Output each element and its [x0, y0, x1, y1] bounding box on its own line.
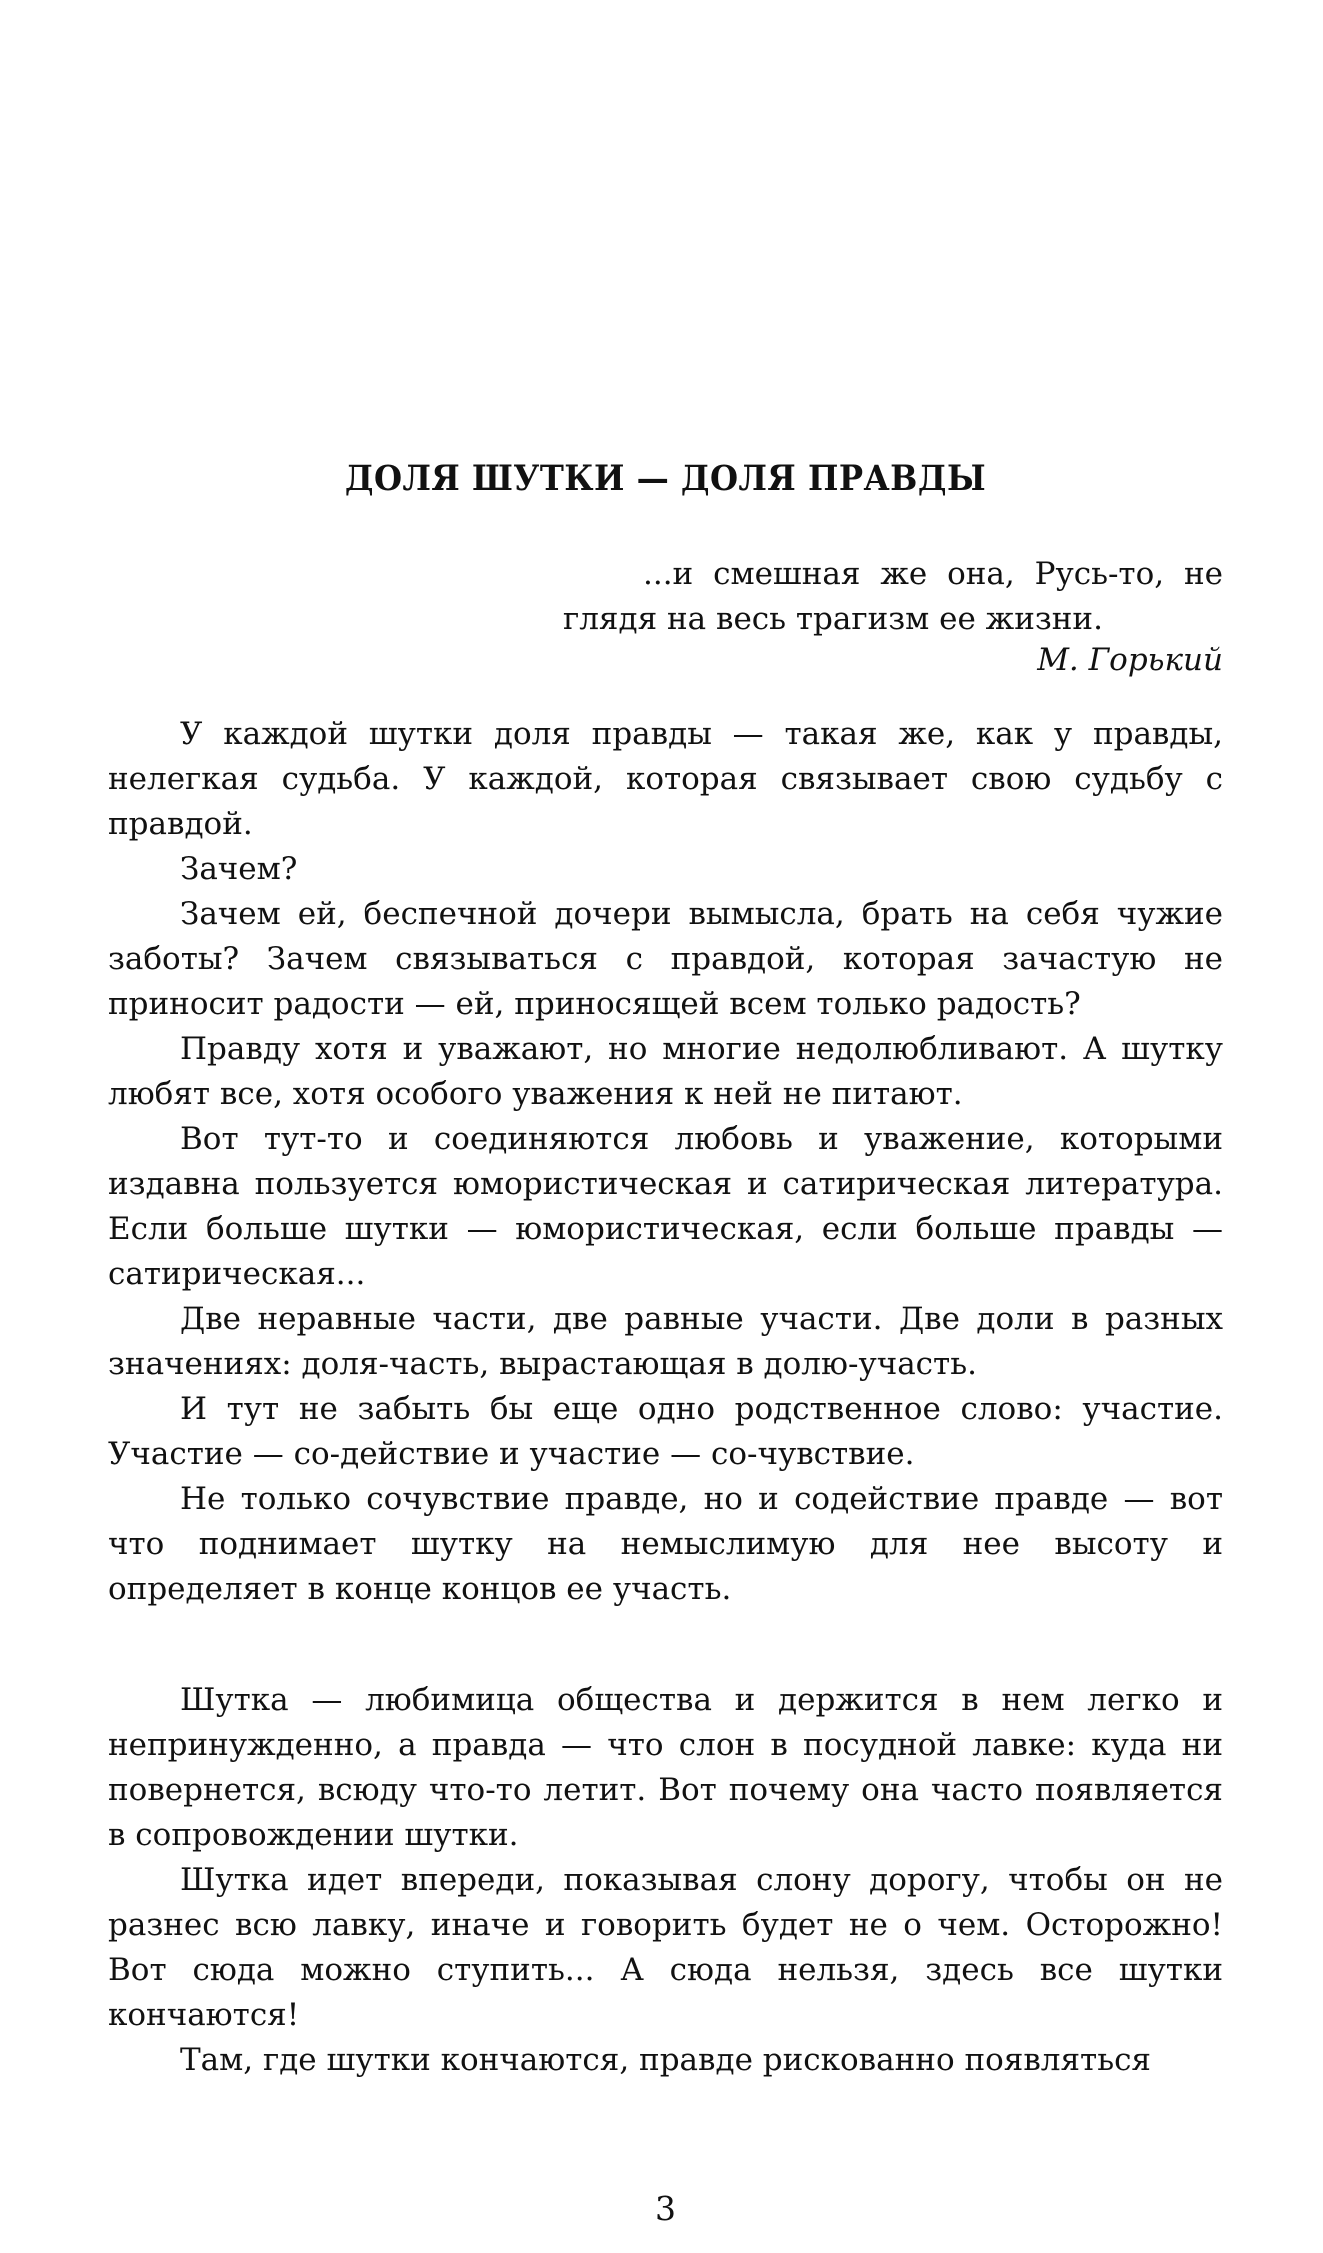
- paragraph: Там, где шутки кончаются, правде рискованно появляться: [180, 2042, 1151, 2078]
- paragraph: Шутка идет впереди, показывая слону дорогу, чтобы он не разнес всю лавку, иначе и говорить будет не о чем. Осторожно! Вот сюда можно ступить... А сюда нельзя, здесь все шутки кончаются!: [108, 1862, 1223, 2033]
- page-number: 3: [655, 2189, 676, 2228]
- paragraph: И тут не забыть бы еще одно родственное слово: участие. Участие — со-действие и участие — со-чувствие.: [108, 1391, 1223, 1472]
- paragraph: Две неравные части, две равные участи. Две доли в разных значениях: доля-часть, вырастающая в долю-участь.: [108, 1301, 1223, 1382]
- epigraph: [563, 552, 1223, 642]
- paragraph: Вот тут-то и соединяются любовь и уважение, которыми издавна пользуется юмористическая и сатирическая литература. Если больше шутки — юмористическая, если больше правды — сатирическая...: [108, 1121, 1223, 1292]
- epigraph-author: М. Горький: [1037, 642, 1223, 678]
- chapter-title: ДОЛЯ ШУТКИ — ДОЛЯ ПРАВДЫ: [344, 458, 987, 499]
- text-section-1: [108, 712, 1223, 1612]
- book-page: [108, 0, 1223, 2253]
- text-section-2: [108, 1678, 1223, 2083]
- paragraph: У каждой шутки доля правды — такая же, как у правды, нелегкая судьба. У каждой, которая связывает свою судьбу с правдой.: [108, 716, 1223, 842]
- paragraph: Зачем?: [180, 851, 298, 887]
- paragraph: Правду хотя и уважают, но многие недолюбливают. А шутку любят все, хотя особого уважения к ней не питают.: [108, 1031, 1223, 1112]
- paragraph: Шутка — любимица общества и держится в нем легко и непринужденно, а правда — что слон в посудной лавке: куда ни повернется, всюду что-то летит. Вот почему она часто появляется в сопровождении шутки.: [108, 1682, 1223, 1853]
- paragraph: Зачем ей, беспечной дочери вымысла, брать на себя чужие заботы? Зачем связываться с правдой, которая зачастую не приносит радости — ей, приносящей всем только радость?: [108, 896, 1223, 1022]
- paragraph: Не только сочувствие правде, но и содействие правде — вот что поднимает шутку на немыслимую для нее высоту и определяет в конце концов ее участь.: [108, 1481, 1223, 1607]
- epigraph-line-2: глядя на весь трагизм ее жизни.: [563, 601, 1103, 637]
- epigraph-line-1: ...и смешная же она, Русь-то, не: [643, 556, 1223, 592]
